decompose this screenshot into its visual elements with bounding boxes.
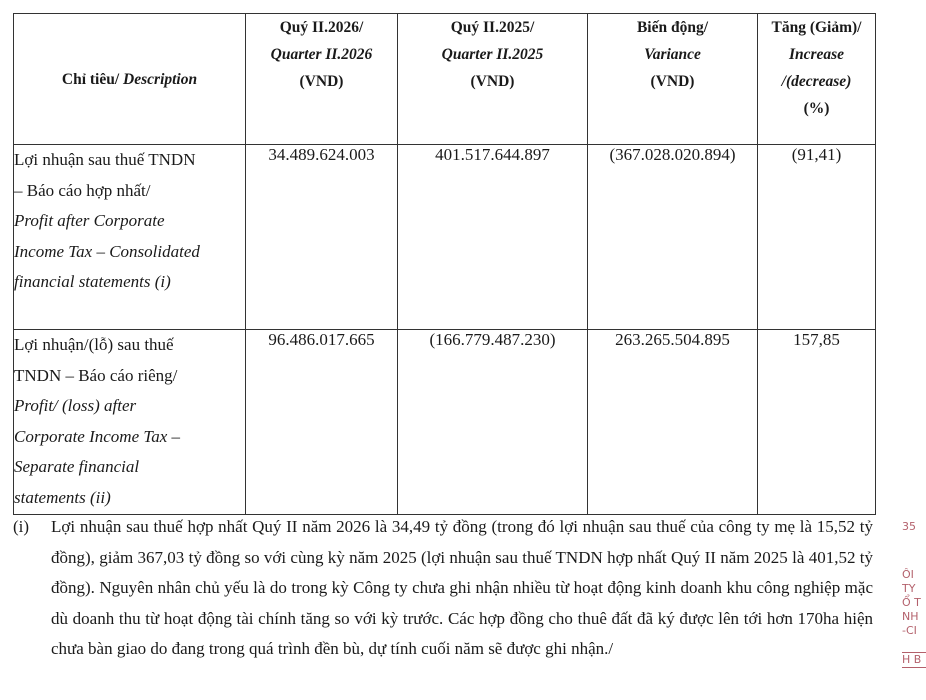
header-q2-2026: Quý II.2026/ Quarter II.2026 (VND) <box>246 14 398 145</box>
stamp-text: -CI <box>902 624 917 637</box>
stamp-text: ÔI <box>902 568 914 581</box>
row-label-consolidated: Lợi nhuận sau thuế TNDN – Báo cáo hợp nhất/ Profit after Corporate Income Tax – Consolidated financial statements (i) <box>14 145 246 330</box>
table-row-consolidated <box>14 145 876 330</box>
footnote-marker: (i) <box>13 517 30 536</box>
stamp-text: H B <box>902 652 926 668</box>
row-label-separate: Lợi nhuận/(lỗ) sau thuế TNDN – Báo cáo riêng/ Profit/ (loss) after Corporate Income Tax – Separate financial statements (ii) <box>14 330 246 515</box>
header-q2-2025: Quý II.2025/ Quarter II.2025 (VND) <box>398 14 588 145</box>
stamp-text: 35 <box>902 520 916 533</box>
cell-q2-2025: (166.779.487.230) <box>398 330 588 515</box>
cell-q2-2025: 401.517.644.897 <box>398 145 588 330</box>
cell-q2-2026: 96.486.017.665 <box>246 330 398 515</box>
cell-variance: (367.028.020.894) <box>588 145 758 330</box>
table-row-separate <box>14 330 876 515</box>
stamp-text: TY <box>902 582 916 595</box>
cell-q2-2026: 34.489.624.003 <box>246 145 398 330</box>
footnote <box>13 512 873 665</box>
stamp-text: NH <box>902 610 919 623</box>
table-header-row <box>14 14 876 145</box>
header-increase: Tăng (Giảm)/ Increase /(decrease) (%) <box>758 14 876 145</box>
stamp-text: Ổ T <box>902 596 921 609</box>
cell-increase: 157,85 <box>758 330 876 515</box>
financial-table <box>13 13 876 515</box>
footnote-text: Lợi nhuận sau thuế hợp nhất Quý II năm 2026 là 34,49 tỷ đồng (trong đó lợi nhuận sau thuế của công ty mẹ là 15,52 tỷ đồng), giảm 367,03 tỷ đồng so với cùng kỳ năm 2025 (lợi nhuận sau thuế TNDN hợp nhất Quý II năm 2025 là 401,52 tỷ đồng). Nguyên nhân chủ yếu là do trong kỳ Công ty chưa ghi nhận nhiều từ hoạt động kinh doanh khu công nghiệp mặc dù doanh thu từ hoạt động tài chính tăng so với kỳ trước. Các hợp đồng cho thuê đất đã ký được lên tới hơn 170ha hiện chưa bàn giao do đang trong quá trình đền bù, dự tính cuối năm sẽ được ghi nhận./ <box>51 517 873 658</box>
cell-increase: (91,41) <box>758 145 876 330</box>
header-description: Chỉ tiêu/ Description <box>14 14 246 145</box>
stamp-seal-fragment <box>902 498 926 698</box>
cell-variance: 263.265.504.895 <box>588 330 758 515</box>
header-variance: Biến động/ Variance (VND) <box>588 14 758 145</box>
